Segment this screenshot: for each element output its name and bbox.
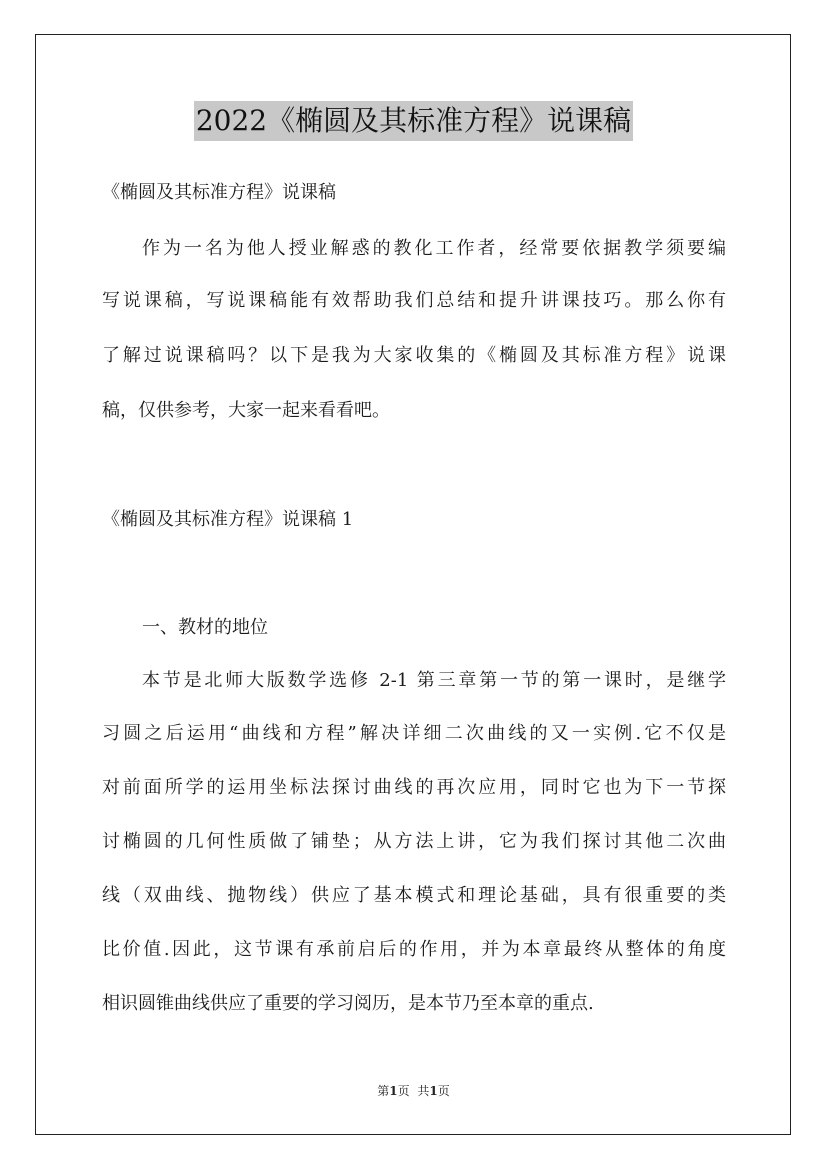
footer-total-prefix: 共 (417, 1084, 430, 1098)
footer-page-number: 1 (389, 1084, 398, 1098)
subsection-heading: 一、教材的地位 (142, 617, 268, 638)
document-subtitle: 《椭圆及其标准方程》说课稿 (102, 182, 336, 203)
body-line-4: 讨椭圆的几何性质做了铺垫；从方法上讲，它为我们探讨其他二次曲 (102, 831, 726, 852)
footer-total-pages: 1 (429, 1084, 438, 1098)
page-footer (0, 1083, 827, 1099)
intro-line-3: 了解过说课稿吗？以下是我为大家收集的《椭圆及其标准方程》说课 (102, 345, 726, 366)
body-line-5: 线（双曲线、抛物线）供应了基本模式和理论基础，具有很重要的类 (102, 885, 726, 906)
body-line-3: 对前面所学的运用坐标法探讨曲线的再次应用，同时它也为下一节探 (102, 777, 726, 798)
section-heading: 《椭圆及其标准方程》说课稿 1 (102, 509, 354, 530)
body-line-6: 比价值.因此，这节课有承前启后的作用，并为本章最终从整体的角度 (102, 939, 726, 960)
intro-line-1: 作为一名为他人授业解惑的教化工作者，经常要依据教学须要编 (142, 238, 726, 259)
footer-total-suffix: 页 (437, 1084, 450, 1098)
intro-line-2: 写说课稿，写说课稿能有效帮助我们总结和提升讲课技巧。那么你有 (102, 290, 726, 311)
body-line-2: 习圆之后运用“曲线和方程”解决详细二次曲线的又一实例.它不仅是 (102, 723, 726, 744)
footer-page-prefix: 第 (377, 1084, 390, 1098)
body-line-1: 本节是北师大版数学选修 2-1 第三章第一节的第一课时，是继学 (142, 670, 726, 691)
title-container (0, 101, 827, 141)
body-line-7: 相识圆锥曲线供应了重要的学习阅历，是本节乃至本章的重点. (102, 993, 594, 1014)
intro-line-4: 稿，仅供参考，大家一起来看看吧。 (102, 400, 390, 421)
document-title: 2022《椭圆及其标准方程》说课稿 (194, 101, 633, 141)
footer-page-suffix: 页 (397, 1084, 410, 1098)
